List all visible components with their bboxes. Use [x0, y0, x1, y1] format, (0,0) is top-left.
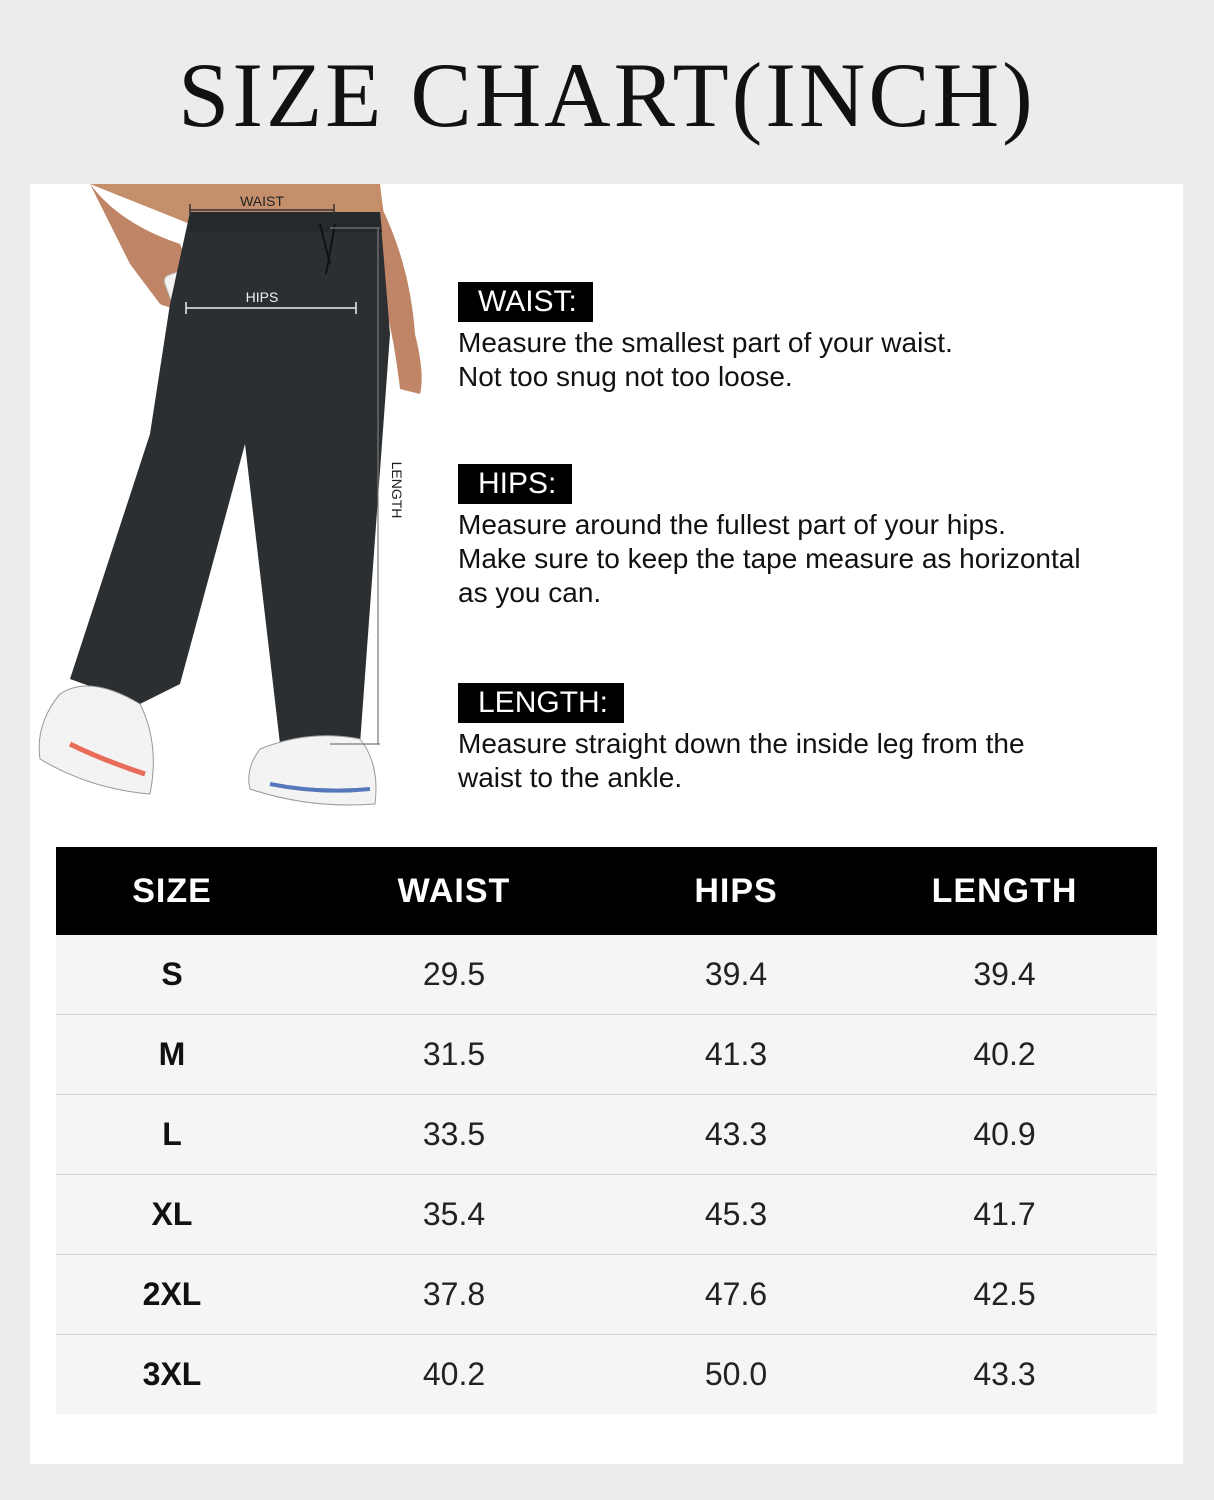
table-row	[56, 935, 1157, 1015]
cell-waist: 29.5	[422, 956, 486, 992]
cell-waist: 40.2	[422, 1356, 486, 1392]
cell-size: XL	[151, 1196, 193, 1232]
size-table	[56, 847, 1157, 1414]
table-row	[56, 1095, 1157, 1175]
cell-hips: 39.4	[704, 956, 768, 992]
header-size: SIZE	[132, 871, 212, 910]
table-row	[56, 1335, 1157, 1414]
cell-size: M	[158, 1036, 186, 1072]
page-title: SIZE CHART(INCH)	[178, 44, 1036, 146]
hips-label: HIPS	[245, 289, 279, 305]
hips-line-2: Make sure to keep the tape measure as horizontal	[458, 543, 1081, 574]
cell-size: L	[162, 1116, 182, 1152]
cell-length: 41.7	[973, 1196, 1036, 1232]
cell-length: 39.4	[973, 956, 1036, 992]
table-header	[56, 847, 1157, 935]
length-tag: LENGTH:	[458, 683, 624, 723]
cell-size: 3XL	[142, 1356, 202, 1392]
hips-line-3: as you can.	[458, 577, 602, 608]
cell-hips: 47.6	[704, 1276, 768, 1312]
cell-length: 43.3	[973, 1356, 1036, 1392]
waist-description	[458, 326, 953, 394]
waist-line-1: Measure the smallest part of your waist.	[458, 327, 953, 358]
length-label: LENGTH	[389, 461, 405, 519]
header-hips: HIPS	[694, 871, 778, 910]
cell-length: 40.2	[973, 1036, 1036, 1072]
cell-waist: 35.4	[422, 1196, 486, 1232]
cell-size: S	[161, 956, 183, 992]
cell-hips: 45.3	[704, 1196, 768, 1232]
cell-hips: 41.3	[704, 1036, 768, 1072]
cell-waist: 31.5	[422, 1036, 486, 1072]
waist-tag: WAIST:	[458, 282, 593, 322]
waist-line-2: Not too snug not too loose.	[458, 361, 793, 392]
header-waist: WAIST	[397, 871, 511, 910]
hips-section	[458, 464, 1081, 610]
length-description	[458, 727, 1025, 795]
hips-line-1: Measure around the fullest part of your hips.	[458, 509, 1006, 540]
table-row	[56, 1255, 1157, 1335]
length-section	[458, 683, 1025, 795]
cell-length: 42.5	[973, 1276, 1036, 1312]
table-row	[56, 1175, 1157, 1255]
waist-section	[458, 282, 953, 394]
hips-description	[458, 508, 1081, 610]
waist-label: WAIST	[240, 193, 284, 209]
length-line-1: Measure straight down the inside leg from the	[458, 728, 1025, 759]
hips-tag: HIPS:	[458, 464, 572, 504]
cell-length: 40.9	[973, 1116, 1036, 1152]
model-figure	[30, 184, 450, 824]
cell-waist: 37.8	[422, 1276, 486, 1312]
table-row	[56, 1015, 1157, 1095]
cell-size: 2XL	[142, 1276, 202, 1312]
header-length: LENGTH	[931, 871, 1078, 910]
cell-hips: 43.3	[704, 1116, 768, 1152]
length-line-2: waist to the ankle.	[458, 762, 683, 793]
cell-hips: 50.0	[704, 1356, 768, 1392]
size-chart-card	[30, 184, 1183, 1464]
cell-waist: 33.5	[422, 1116, 486, 1152]
